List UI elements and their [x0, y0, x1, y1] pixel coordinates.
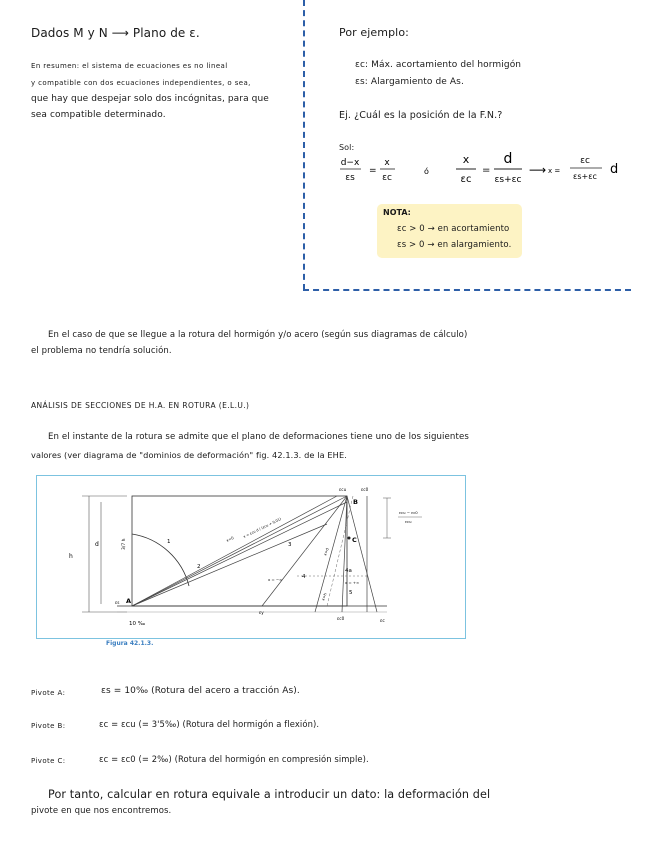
arrow-icon: ⟶ [529, 163, 547, 177]
nota-line-2: εs > 0 → en alargamiento. [397, 240, 512, 250]
f3-numerator: x [462, 153, 470, 166]
ratio-numerator: εcu − εc0 [399, 510, 418, 515]
pivot-a-text: εs = 10‰ (Rotura del acero a tracción As). [101, 686, 300, 696]
domain-2: 2 [197, 564, 201, 570]
instante-line-1: En el instante de la rotura se admite que el plano de deformaciones tiene uno de los siguientes [48, 432, 469, 442]
conclusion-line-1: Por tanto, calcular en rotura equivale a introducir un dato: la deformación del [48, 788, 491, 801]
label-xeqd: x=d [322, 547, 330, 557]
pivot-b-label: Pivote B: [31, 722, 66, 730]
figure-frame [36, 475, 466, 639]
label-ey: εy [259, 610, 264, 615]
conclusion-line-2: pivote en que nos encontremos. [31, 806, 172, 816]
rotura-line-2: el problema no tendría solución. [31, 346, 172, 356]
or-label: ó [424, 167, 429, 176]
question-line: Ej. ¿Cuál es la posición de la F.N.? [339, 110, 503, 121]
nota-box [377, 204, 522, 258]
pivot-b-text: εc = εcu (= 3'5‰) (Rotura del hormigón a flexión). [99, 719, 320, 729]
rotura-line-1: En el caso de que se llegue a la rotura del hormigón y/o acero (según sus diagramas de cálculo) [48, 330, 468, 340]
f1-numerator: d−x [340, 158, 360, 168]
label-es: εs [115, 600, 120, 605]
instante-line-2: valores (ver diagrama de "dominios de deformación" fig. 42.1.3. de la EHE. [31, 450, 347, 460]
domain-4a: 4a [345, 568, 352, 574]
label-C: C [352, 536, 357, 544]
f4-denominator: εs+εc [494, 175, 522, 185]
label-B: B [353, 498, 358, 506]
ejemplo-item-1: εc: Máx. acortamiento del hormigón [355, 60, 522, 70]
label-d: d [95, 541, 99, 548]
domain-1: 1 [167, 539, 171, 545]
resumen-line-1: En resumen: el sistema de ecuaciones es no lineal [31, 62, 228, 70]
pivot-a-label: Pivote A: [31, 689, 66, 697]
result-denominator: εs+εc [573, 172, 597, 181]
title-line: Dados M y N ⟶ Plano de ε. [31, 26, 200, 40]
resumen-line-3: que hay que despejar solo dos incógnitas, para que [31, 94, 269, 104]
horizontal-dashed-divider [303, 289, 631, 291]
label-x0: x=0 [225, 535, 235, 543]
nota-line-1: εc > 0 → en acortamiento [397, 224, 510, 234]
resumen-line-4: sea compatible determinado. [31, 110, 166, 120]
label-xeqh: x=h [320, 592, 328, 602]
domain-5: 5 [349, 590, 353, 596]
ratio-denominator: εcu [405, 519, 412, 524]
result-d: d [610, 162, 619, 177]
result-lhs: x = [548, 167, 561, 175]
label-ec0-top: εc0 [361, 487, 369, 492]
pivot-c-text: εc = εc0 (= 2‰) (Rotura del hormigón en compresión simple). [99, 754, 369, 764]
f1-equals: = [369, 166, 377, 176]
label-ecu-top: εcu [339, 487, 347, 492]
sol-label: Sol: [339, 143, 355, 152]
pivot-c-label: Pivote C: [31, 757, 66, 765]
label-xpinf: x = +∞ [345, 580, 360, 585]
label-ec0-bottom: εc0 [337, 616, 345, 621]
domain-3: 3 [288, 542, 292, 548]
label-h: h [69, 553, 73, 560]
label-A: A [126, 597, 132, 605]
label-frac: 3/7 h [122, 538, 127, 550]
figure-caption: Figura 42.1.3. [106, 640, 154, 647]
section-heading: ANÁLISIS DE SECCIONES DE H.A. EN ROTURA (E.L.U.) [31, 401, 250, 410]
f4-numerator: d [503, 151, 513, 167]
deformation-domains-diagram [37, 476, 465, 638]
domain-4: 4 [302, 574, 306, 580]
result-numerator: εc [580, 156, 590, 166]
f3-denominator: εc [460, 174, 472, 185]
f3-equals: = [482, 165, 491, 176]
nota-title: NOTA: [383, 208, 411, 217]
label-xd: x = εcu d / (εcu + 0,01) [242, 517, 282, 539]
ejemplo-label: Por ejemplo: [339, 26, 409, 39]
label-ec: εc [380, 619, 385, 624]
resumen-line-2: y compatible con dos ecuaciones independientes, o sea, [31, 79, 251, 87]
formula-block [330, 148, 630, 194]
f1-denominator: εs [345, 173, 355, 183]
label-xinf: x = −∞ [268, 577, 283, 582]
f2-numerator: x [384, 158, 390, 168]
label-ten-permil: 10 ‰ [129, 621, 146, 627]
ejemplo-item-2: εs: Alargamiento de As. [355, 77, 464, 87]
f2-denominator: εc [382, 173, 392, 183]
vertical-dashed-divider [303, 0, 305, 290]
